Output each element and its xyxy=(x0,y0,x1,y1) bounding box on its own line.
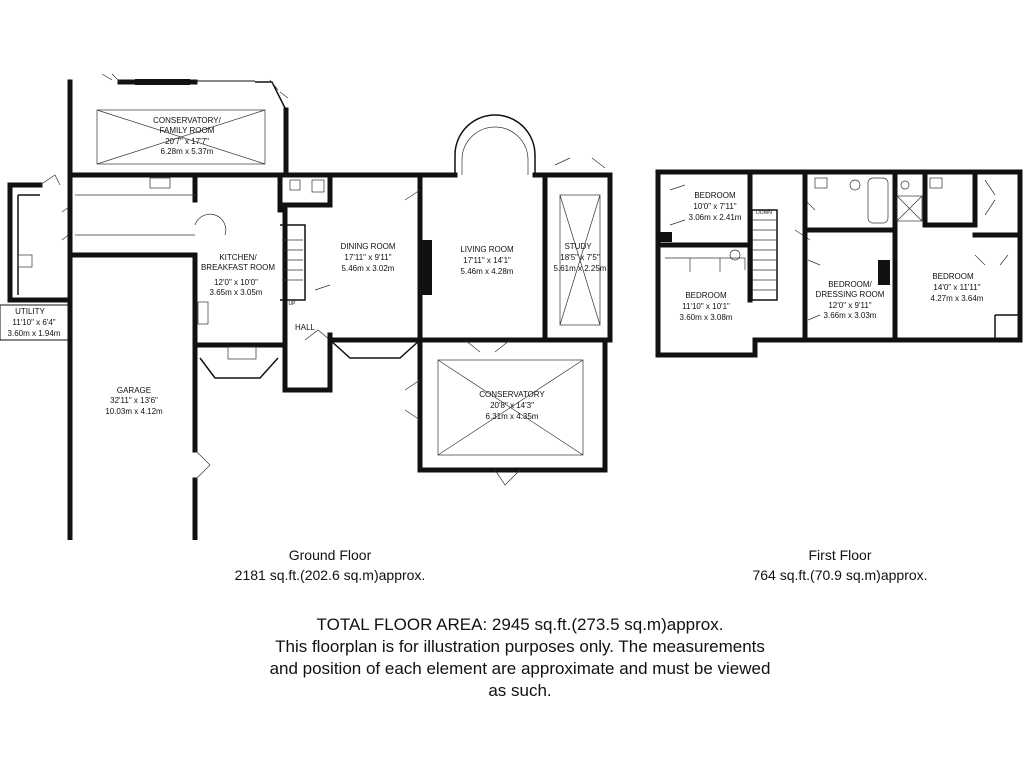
first-stair-label: DOWN xyxy=(756,210,772,216)
bedroom-c-metric: 4.27m x 3.64m xyxy=(930,294,984,303)
first-floor-area: 764 sq.ft.(70.9 sq.m)approx. xyxy=(752,567,928,583)
kitchen-name-1: KITCHEN/ xyxy=(219,253,257,262)
total-floor-area: TOTAL FLOOR AREA: 2945 sq.ft.(273.5 sq.m)approx. xyxy=(316,615,724,634)
kitchen-imperial: 12'0" x 10'0" xyxy=(214,278,258,287)
ground-floor-title: Ground Floor xyxy=(288,547,372,563)
first-floor-bedroom-a xyxy=(658,172,750,300)
dining-imperial: 17'11" x 9'11" xyxy=(344,253,392,262)
bedroom-a-imperial: 10'0" x 7'11" xyxy=(693,202,737,211)
bedroom-b-name: BEDROOM xyxy=(685,291,727,300)
conservatory-family-name-1: CONSERVATORY/ xyxy=(153,116,221,125)
dining-name: DINING ROOM xyxy=(340,242,396,251)
study-name: STUDY xyxy=(564,242,592,251)
ground-floor-caption xyxy=(200,545,460,585)
first-floor-title: First Floor xyxy=(808,547,872,563)
conservatory xyxy=(405,340,605,485)
utility-metric: 3.60m x 1.94m xyxy=(7,329,61,338)
living-imperial: 17'11" x 14'1" xyxy=(463,256,511,265)
bedroom-dressing-name-2: DRESSING ROOM xyxy=(815,290,885,299)
utility-imperial: 11'10" x 6'4" xyxy=(12,318,56,327)
study-imperial: 18'5" x 7'5" xyxy=(560,253,600,262)
first-floor-plan xyxy=(658,172,1020,355)
conservatory-metric: 6.31m x 4.35m xyxy=(485,412,539,421)
utility-label-box xyxy=(0,305,68,340)
conservatory-family-metric: 6.28m x 5.37m xyxy=(160,147,214,156)
utility-name: UTILITY xyxy=(15,307,45,316)
dining-room xyxy=(315,175,432,358)
garage xyxy=(70,255,210,540)
ground-floor-area: 2181 sq.ft.(202.6 sq.m)approx. xyxy=(234,567,426,583)
utility-room xyxy=(10,175,72,300)
disclaimer-line-1: This floorplan is for illustration purposes only. The measurements xyxy=(275,637,765,656)
bedroom-dressing-imperial: 12'0" x 9'11" xyxy=(828,301,872,310)
kitchen-breakfast-room xyxy=(70,175,285,378)
bedroom-c-imperial: 14'0" x 11'11" xyxy=(933,283,981,292)
conservatory-family-imperial: 20'7" x 17'7" xyxy=(165,137,209,146)
ground-floor-plan xyxy=(0,74,610,540)
kitchen-name-2: BREAKFAST ROOM xyxy=(200,263,276,272)
study xyxy=(545,158,610,340)
dining-metric: 5.46m x 3.02m xyxy=(341,264,395,273)
hall-name: HALL xyxy=(294,323,316,332)
bedroom-c-name: BEDROOM xyxy=(932,272,974,281)
first-floor-bedroom-b xyxy=(665,250,745,355)
footer-note xyxy=(200,614,840,702)
first-floor-bedroom-c xyxy=(915,172,1020,340)
bedroom-dressing-name-1: BEDROOM/ xyxy=(828,280,872,289)
garage-name: GARAGE xyxy=(116,386,152,395)
conservatory-family-name-2: FAMILY ROOM xyxy=(159,126,215,135)
garage-metric: 10.03m x 4.12m xyxy=(105,407,163,416)
first-floor-caption xyxy=(710,545,970,585)
bedroom-b-imperial: 11'10" x 10'1" xyxy=(682,302,730,311)
first-floor-bedroom-dressing xyxy=(805,230,890,340)
conservatory-name: CONSERVATORY xyxy=(479,390,545,399)
disclaimer-line-2: and position of each element are approximate and must be viewed xyxy=(269,659,771,678)
conservatory-imperial: 20'8" x 14'3" xyxy=(490,401,534,410)
conservatory-family-room xyxy=(70,74,288,188)
kitchen-metric: 3.65m x 3.05m xyxy=(209,288,263,297)
ground-stair-label: UP xyxy=(288,301,296,307)
living-name: LIVING ROOM xyxy=(460,245,514,254)
bedroom-a-name: BEDROOM xyxy=(694,191,736,200)
bedroom-dressing-metric: 3.66m x 3.03m xyxy=(823,311,877,320)
bedroom-a-metric: 3.06m x 2.41m xyxy=(688,213,742,222)
study-metric: 5.61m x 2.25m xyxy=(553,264,607,273)
garage-imperial: 32'11" x 13'6" xyxy=(110,396,158,405)
living-metric: 5.46m x 4.28m xyxy=(460,267,514,276)
bedroom-b-metric: 3.60m x 3.08m xyxy=(679,313,733,322)
living-room xyxy=(420,115,545,352)
disclaimer-line-3: as such. xyxy=(488,681,552,700)
